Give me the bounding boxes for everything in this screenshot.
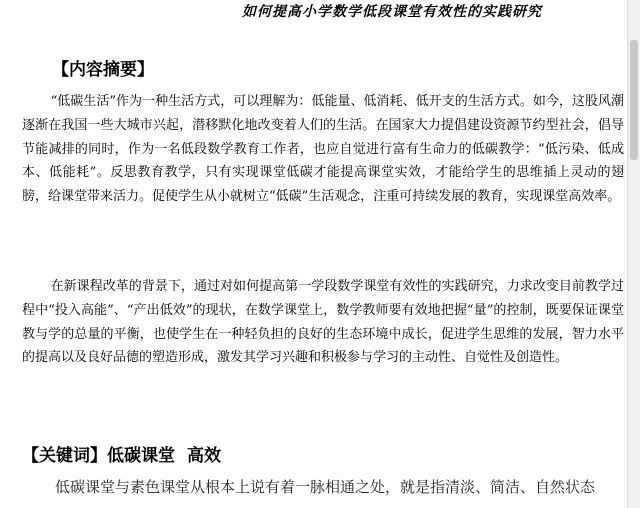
- scrollbar-thumb[interactable]: [630, 40, 638, 160]
- vertical-scrollbar[interactable]: [627, 0, 640, 508]
- abstract-paragraph-1: “低碳生活”作为一种生活方式，可以理解为：低能量、低消耗、低开支的生活方式。如今，这股风潮逐渐在我国一些大城市兴起，潜移默化地改变着人们的生活。在国家大力提倡建设资源节约型社会，倡导节能减排的同时，作为一名低段数学教育工作者，也应自觉进行富有生命力的低碳教学：“低污染、低成本、低能耗”。反思教育教学，只有实现课堂低碳才能提高课堂实效，才能给学生的思维插上灵动的翅膀，给课堂带来活力。促使学生从小就树立“低碳”生活观念，注重可持续发展的教育，实现课堂高效率。: [22, 94, 624, 205]
- abstract-paragraph-2: 在新课程改革的背景下，通过对如何提高第一学段数学课堂有效性的实践研究，力求改变目前教学过程中“投入高能”、“产出低效”的现状，在数学课堂上，数学教师要有效地把握“量”的控制，既要保证课堂教与学的总量的平衡，也使学生在一种轻负担的良好的生态环境中成长，促进学生思维的发展，智力水平的提高以及良好品德的塑造形成，激发其学习兴趣和积极参与学习的主动性、自觉性及创造性。: [22, 279, 624, 366]
- keywords-label: 【关键词】: [22, 446, 107, 466]
- abstract-heading: 【内容摘要】: [52, 60, 154, 80]
- keywords-heading: [22, 441, 221, 466]
- document-title: 如何提高小学数学低段课堂有效性的实践研究: [242, 4, 542, 20]
- body-paragraph-start: 低碳课堂与素色课堂从根本上说有着一脉相通之处，就是指清淡、简洁、自然状态: [55, 478, 596, 496]
- keyword-1: 低碳课堂: [107, 446, 175, 466]
- keyword-2: 高效: [187, 446, 221, 466]
